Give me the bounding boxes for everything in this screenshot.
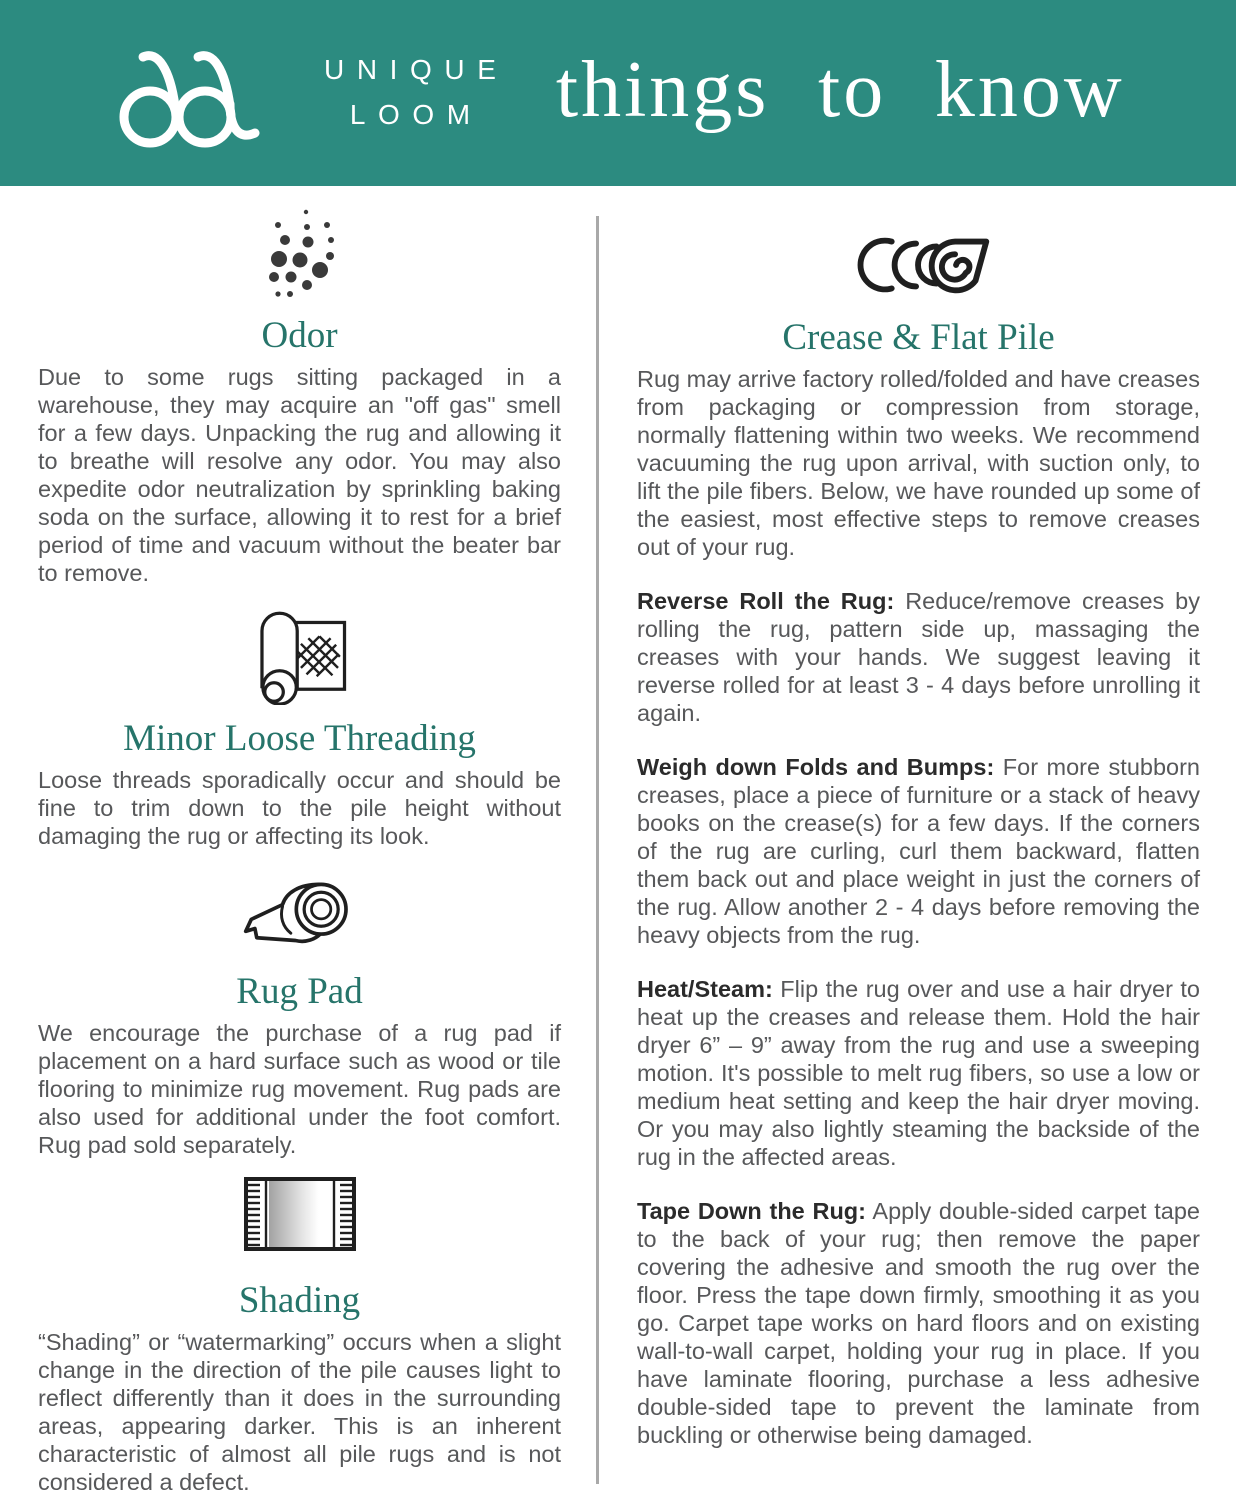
section-minor-loose-threading	[38, 603, 561, 850]
section-body-rug-pad: We encourage the purchase of a rug pad if placement on a hard surface such as wood or tile flooring to minimize rug movement. Rug pads are also used for additional under the foot comfort. Rug pad sold separately.	[38, 1020, 561, 1158]
tip-label-reverse-roll: Reverse Roll the Rug:	[637, 588, 895, 614]
section-title-threading: Minor Loose Threading	[123, 718, 476, 759]
brand-name	[324, 48, 509, 138]
crease-roll-icon	[637, 226, 1200, 304]
section-shading	[38, 1175, 561, 1496]
rug-pad-roll-icon	[38, 866, 561, 958]
tip-weigh-down	[637, 753, 1200, 949]
section-intro-crease: Rug may arrive factory rolled/folded and have creases from packaging or compression from storage, normally flattening within two weeks. We recommend vacuuming the rug upon arrival, with suction only, to lift the pile fibers. Below, we have rounded up some of the easiest, most effective steps to remove creases out of your rug.	[637, 366, 1200, 560]
section-body-threading: Loose threads sporadically occur and should be fine to trim down to the pile height without damaging the rug or affecting its look.	[38, 767, 561, 849]
section-title-shading: Shading	[238, 1280, 361, 1321]
brand-line-2: LOOM	[349, 99, 483, 130]
tip-label-tape-down: Tape Down the Rug:	[637, 1198, 866, 1224]
content-area	[0, 186, 1236, 1500]
header-banner	[0, 0, 1236, 186]
right-column	[597, 186, 1236, 1500]
section-title-odor: Odor	[261, 315, 338, 356]
section-title-rug-pad: Rug Pad	[236, 971, 363, 1012]
column-divider	[596, 216, 599, 1484]
rolled-rug-icon	[38, 603, 561, 705]
section-crease-flat-pile	[637, 226, 1200, 1449]
tip-text-tape-down: Apply double-sided carpet tape to the back of your rug; then remove the paper covering the adhesive and smooth the rug over the floor. Press the tape down firmly, smoothing it as you go. Carpet tape works on hard floors and on existing wall-to-wall carpet, holding your rug in place. If you have laminate flooring, purchase a less adhesive double-sided tape to prevent the laminate from buckling or otherwise being damaged.	[637, 1198, 1200, 1448]
odor-dots-icon	[38, 204, 561, 302]
shaded-rug-icon	[38, 1175, 561, 1253]
left-column	[0, 186, 597, 1500]
brand-logo	[104, 34, 509, 152]
brand-line-1: UNIQUE	[324, 54, 509, 86]
section-body-shading: “Shading” or “watermarking” occurs when a slight change in the direction of the pile causes light to reflect differently than it does in the surrounding areas, appearing darker. This is an inherent characteristic of almost all pile rugs and is not considered a defect.	[38, 1329, 561, 1495]
tip-label-weigh-down: Weigh down Folds and Bumps:	[637, 754, 995, 780]
page-title: things to know	[555, 45, 1125, 134]
section-rug-pad	[38, 866, 561, 1159]
tip-reverse-roll	[637, 587, 1200, 727]
unique-loom-logo-icon	[104, 34, 290, 152]
tip-label-heat-steam: Heat/Steam:	[637, 976, 773, 1002]
tip-heat-steam	[637, 975, 1200, 1171]
section-odor	[38, 204, 561, 587]
section-body-odor: Due to some rugs sitting packaged in a warehouse, they may acquire an "off gas" smell for a few days. Unpacking the rug and allowing it to breathe will resolve any odor. You may also expedite odor neutralization by sprinkling baking soda on the surface, allowing it to rest for a brief period of time and vacuum without the beater bar to remove.	[38, 364, 561, 586]
tip-text-weigh-down: For more stubborn creases, place a piece of furniture or a stack of heavy books on the crease(s) for a few days. If the corners of the rug are curling, curl them backward, flatten them back out and place weight in just the corners of the rug. Allow another 2 - 4 days before removing the heavy objects from the rug.	[637, 754, 1200, 948]
tip-text-reverse-roll: Reduce/remove creases by rolling the rug, pattern side up, massaging the creases with your hands. We suggest leaving it reverse rolled for at least 3 - 4 days before unrolling it again.	[637, 588, 1200, 726]
section-title-crease: Crease & Flat Pile	[782, 317, 1055, 358]
tip-tape-down	[637, 1197, 1200, 1449]
tip-text-heat-steam: Flip the rug over and use a hair dryer to heat up the creases and release them. Hold the hair dryer 6” – 9” away from the rug and use a sweeping motion. It's possible to melt rug fibers, so use a low or medium heat setting and keep the hair dryer moving. Or you may also lightly steaming the backside of the rug in the affected areas.	[637, 976, 1200, 1170]
